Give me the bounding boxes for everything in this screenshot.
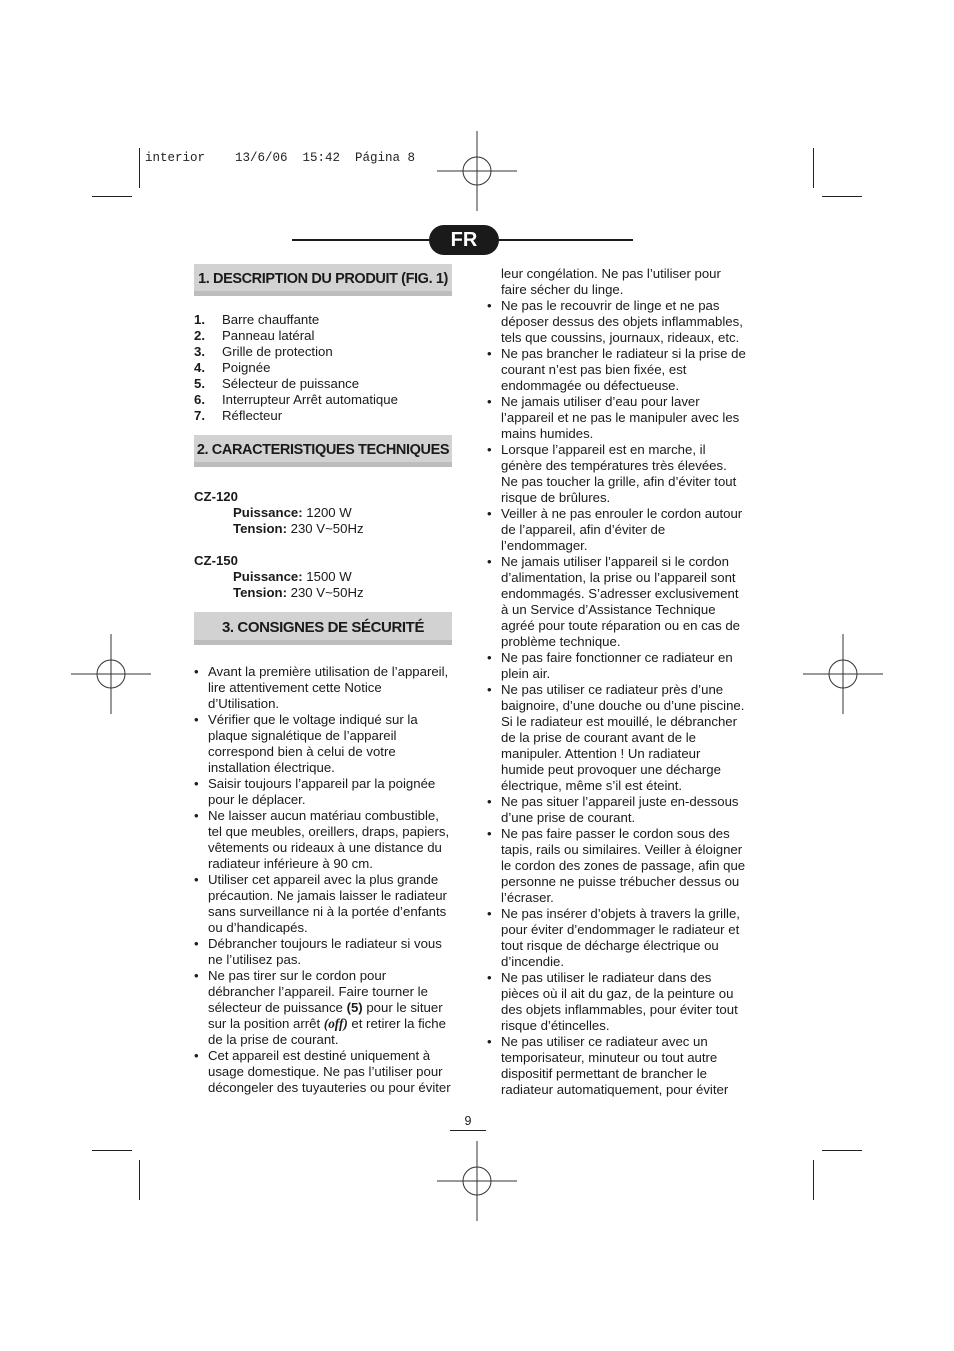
list-item: • Avant la première utilisation de l’appareil, lire attentivement cette Notice d’Utilisation.: [194, 664, 456, 712]
list-item: • Ne pas utiliser ce radiateur près d’une baignoire, d’une douche ou d’une piscine. Si le radiateur est mouillé, le débrancher de la prise de courant avant de le manipuler. Attention ! Un radiateur humide peut provoquer une décharge électrique, même s’il est éteint.: [487, 682, 746, 794]
list-item: 5. Sélecteur de puissance: [194, 376, 360, 391]
power-spec: Puissance: 1200 W: [233, 505, 352, 520]
page-number: 9: [450, 1114, 486, 1131]
list-item: 7. Réflecteur: [194, 408, 283, 423]
model-spec-cz120: [194, 489, 364, 537]
list-item: • Utiliser cet appareil avec la plus grande précaution. Ne jamais laisser le radiateur sans surveillance ni à la portée d’enfants ou d’handicapés.: [194, 872, 456, 936]
model-code: CZ-120: [194, 489, 238, 504]
safety-list-right: [487, 298, 746, 1098]
language-rule-right: [496, 239, 633, 241]
list-item: • Veiller à ne pas enrouler le cordon autour de l’appareil, afin d’éviter de l’endommager.: [487, 506, 746, 554]
list-item: 3. Grille de protection: [194, 344, 333, 359]
print-slug: interior 13/6/06 15:42 Página 8: [145, 151, 416, 165]
list-item: • Ne laisser aucun matériau combustible, tel que meubles, oreillers, draps, papiers, vêtements ou rideaux à une distance du radiateur inférieure à 90 cm.: [194, 808, 456, 872]
list-item: • Ne pas utiliser ce radiateur avec un temporisateur, minuteur ou tout autre dispositif permettant de brancher le radiateur automatiquement, pour éviter: [487, 1034, 746, 1098]
list-item: • Ne jamais utiliser l’appareil si le cordon d’alimentation, la prise ou l’appareil sont endommagés. S’adresser exclusivement à un Service d’Assistance Technique agréé pour toute réparation ou en cas de problème technique.: [487, 554, 746, 650]
power-spec: Puissance: 1500 W: [233, 569, 352, 584]
section-title-specs: 2. CARACTERISTIQUES TECHNIQUES: [194, 435, 452, 467]
list-item: 6. Interrupteur Arrêt automatique: [194, 392, 398, 407]
voltage-spec: Tension: 230 V~50Hz: [233, 585, 364, 600]
safety-list-left: [194, 664, 456, 1096]
list-item: • Ne jamais utiliser d’eau pour laver l’appareil et ne pas le manipuler avec les mains humides.: [487, 394, 746, 442]
registration-mark-bottom-icon: [437, 1141, 517, 1221]
list-item: 2. Panneau latéral: [194, 328, 315, 343]
model-code: CZ-150: [194, 553, 238, 568]
section-title-description: 1. DESCRIPTION DU PRODUIT (FIG. 1): [194, 264, 452, 296]
list-item: • Ne pas tirer sur le cordon pour débrancher l’appareil. Faire tourner le sélecteur de puissance (5) pour le situer sur la position arrêt (off) et retirer la fiche de la prise de courant.: [194, 968, 456, 1048]
list-item: • Ne pas faire passer le cordon sous des tapis, rails ou similaires. Veiller à éloigner le cordon des zones de passage, afin que personne ne puisse trébucher dessus ou l’écraser.: [487, 826, 746, 906]
model-spec-cz150: [194, 553, 364, 601]
section-title-safety: 3. CONSIGNES DE SÉCURITÉ: [194, 612, 452, 645]
registration-mark-right-icon: [803, 634, 883, 714]
safety-continuation: leur congélation. Ne pas l’utiliser pour faire sécher du linge.: [501, 266, 721, 297]
list-item: • Débrancher toujours le radiateur si vous ne l’utilisez pas.: [194, 936, 456, 968]
voltage-spec: Tension: 230 V~50Hz: [233, 521, 364, 536]
language-rule-left: [292, 239, 432, 241]
list-item: 4. Poignée: [194, 360, 271, 375]
registration-mark-left-icon: [71, 634, 151, 714]
registration-mark-top-icon: [437, 131, 517, 211]
list-item: • Ne pas utiliser le radiateur dans des pièces où il ait du gaz, de la peinture ou des objets inflammables, pour éviter tout risque d’étincelles.: [487, 970, 746, 1034]
list-item: • Cet appareil est destiné uniquement à usage domestique. Ne pas l’utiliser pour décongeler des tuyauteries ou pour éviter: [194, 1048, 456, 1096]
list-item: • Vérifier que le voltage indiqué sur la plaque signalétique de l’appareil correspond bien à celui de votre installation électrique.: [194, 712, 456, 776]
list-item: • Ne pas situer l’appareil juste en-dessous d’une prise de courant.: [487, 794, 746, 826]
list-item: • Ne pas le recouvrir de linge et ne pas déposer dessus des objets inflammables, tels que coussins, journaux, rideaux, etc.: [487, 298, 746, 346]
language-badge: FR: [429, 225, 499, 255]
parts-list: [194, 312, 398, 424]
list-item: • Saisir toujours l’appareil par la poignée pour le déplacer.: [194, 776, 456, 808]
list-item: • Ne pas faire fonctionner ce radiateur en plein air.: [487, 650, 746, 682]
list-item: 1. Barre chauffante: [194, 312, 320, 327]
list-item: • Ne pas insérer d’objets à travers la grille, pour éviter d’endommager le radiateur et tout risque de décharge électrique ou d’incendie.: [487, 906, 746, 970]
list-item: • Ne pas brancher le radiateur si la prise de courant n’est pas bien fixée, est endommagée ou défectueuse.: [487, 346, 746, 394]
list-item: • Lorsque l’appareil est en marche, il génère des températures très élevées. Ne pas toucher la grille, afin d’éviter tout risque de brûlures.: [487, 442, 746, 506]
